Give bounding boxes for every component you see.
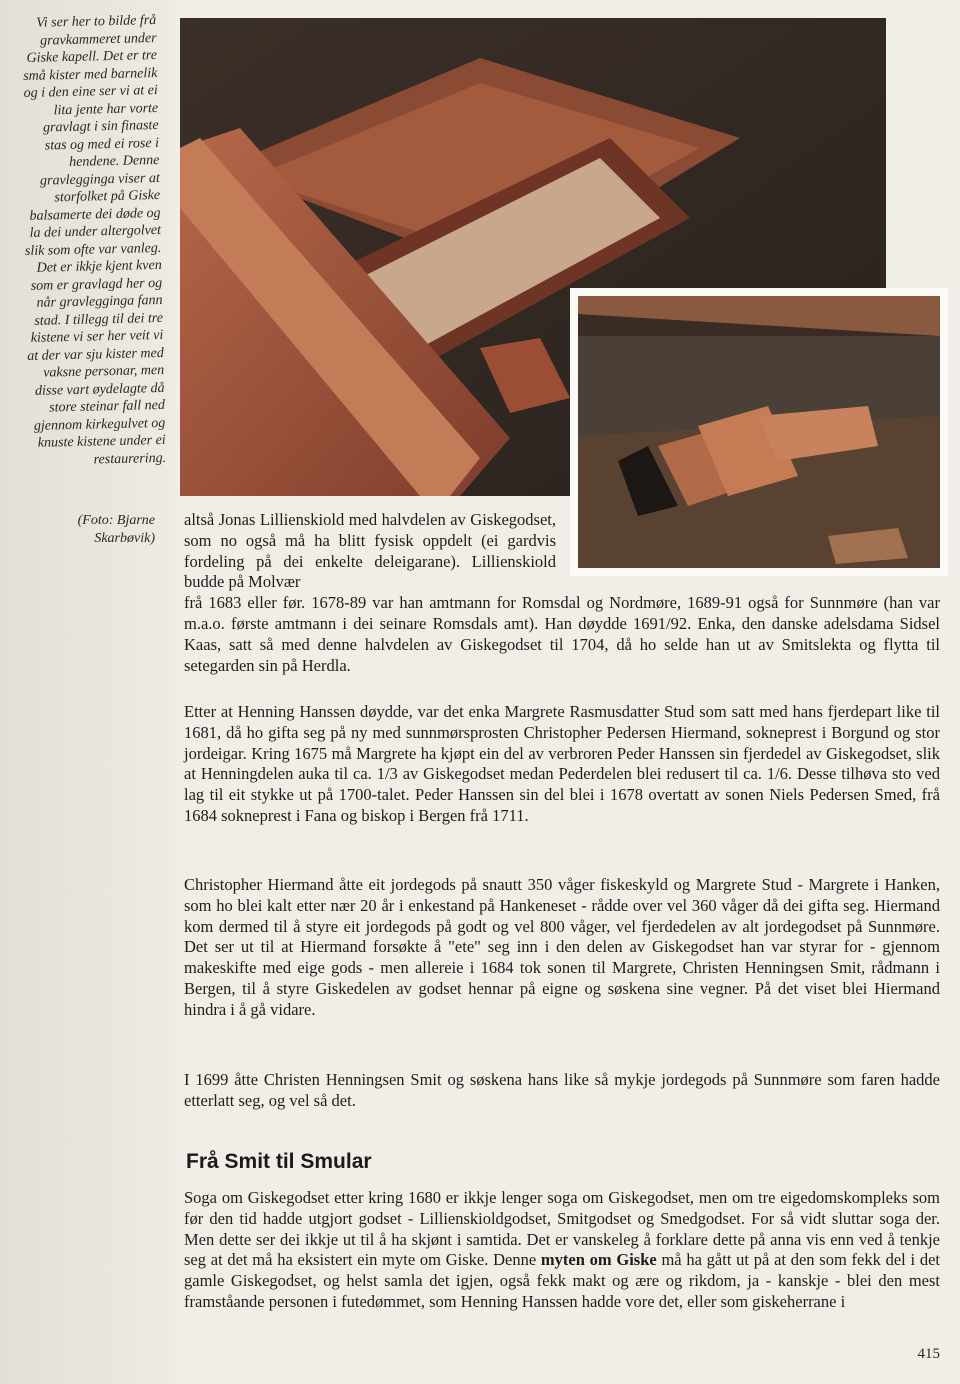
paragraph-5 [184,1188,940,1313]
paragraph-3: Christopher Hiermand åtte eit jordegods på snautt 350 våger fiskeskyld og Margrete Stud - Margrete i Hanken, som ho blei kalt etter nær 20 år i enkestand på Hankeneset - rådde over vel 360 våger då dei gifta seg. Hiermand kom dermed til å styre eit jordegods på godt og vel 800 våger, vel fjerdedelen av alt jordegodset på Sunnmøre. Det ser ut til at Hiermand forsøkte å "ete" seg inn i den delen av Giskegodset han var styrar for - gjennom makeskifte med eige gods - men allereie i 1684 tok sonen til Margrete, Christen Henningsen Smit, rådmann i Bergen, til å styre Giskedelen av godset hennar på eigne og søskena sine vegner. På det viset blei Hiermand hindra i å gå vidare. [184,875,940,1019]
paragraph-5-emphasis: myten om Giske [540,1250,657,1270]
paragraph-1-indented: altså Jonas Lillienskiold med halvdelen av Giskegodset, som no også må ha blitt fysisk oppdelt (ei gardvis fordeling på dei enkelte deleigarane). Lillienskiold budde på Molvær [184,510,556,592]
paragraph-2: Etter at Henning Hanssen døydde, var det enka Margrete Rasmusdatter Stud som satt med hans fjerdepart like til 1681, då ho gifta seg på ny med sunnmørsprosten Christopher Pedersen Hiermand, sokneprest i Borgund og stor jordeigar. Kring 1675 må Margrete ha kjøpt ein del av verbroren Peder Hanssen sin fjerdedel av Giskegodset, slik at Henningdelen auka til ca. 1/3 av Giskegodset medan Pederdelen blei redusert til ca. 1/6. Desse tilhøva sto ved lag til eit stykke ut på 1700-talet. Peder Hanssen sin del blei i 1678 overtatt av sonen Niels Pedersen Smed, frå 1684 sokneprest i Fana og biskop i Bergen frå 1711. [184,702,940,825]
section-heading: Frå Smit til Smular [186,1150,372,1173]
paragraph-5-end: må ha gått ut på at den som fekk del i det gamle Giskegodset, og helst samla det igjen, også fekk makt og ære og rikdom, ja - kanskje - blei den mest framståande personen i futedømmet, som Henning Hanssen hadde vore det, eller som giskeherrane i [184,1250,940,1311]
page-number: 415 [917,1346,940,1362]
paragraph-4: I 1699 åtte Christen Henningsen Smit og søskena hans like så mykje jordegods på Sunnmøre som faren hadde etterlatt seg, og vel så det. [184,1070,940,1110]
photo-caption: Vi ser her to bilde frå gravkammeret under Giske kapell. Det er tre små kister med barnelik og i den eine ser vi at ei lita jente har vorte gravlagt i sin finaste stas og med ei rose i hendene. Denne gravlegginga viser at storfolket på Giske balsamerte dei døde og la dei under altergolvet slik som ofte var vanleg. Det er ikkje kjent kven som er gravlagd her og når gravlegginga fann stad. I tillegg til dei tre kistene vi ser her veit vi at der var sju kister med vaksne personar, men disse vart øydelagte då store steinar fall ned gjennom kirkegulvet og knuste kistene under ei restaurering. [23,12,167,468]
paragraph-1 [184,510,940,676]
paragraph-5-start: Soga om Giskegodset etter kring 1680 er ikkje lenger soga om Giskegodset, men om tre eigedomskompleks som før den tid hadde utgjort godset - Lillienskioldgodset, Smitgodset og Smedgodset. For så vidt sluttar soga der. Men dette ser dei ikkje ut til å ha skjønt i samtida. Det er vanskeleg å forklare dette på anna vis enn ved å tenkje seg at det må ha eksistert ein myte om Giske. Denne [184,1188,940,1270]
paragraph-1-full: frå 1683 eller før. 1678-89 var han amtmann for Romsdal og Nordmøre, 1689-91 også for Sunnmøre (han var m.a.o. første amtmann i dei seinare Romsdals amt). Han døydde 1691/92. Enka, den danske adelsdama Sidsel Kaas, satt så med denne halvdelen av Giskegodset til 1704, då ho selde han ut av Smitslekta og flytta til setegarden sin på Herdla. [184,593,940,675]
photo-credit: (Foto: Bjarne Skarbøvik) [77,513,155,546]
